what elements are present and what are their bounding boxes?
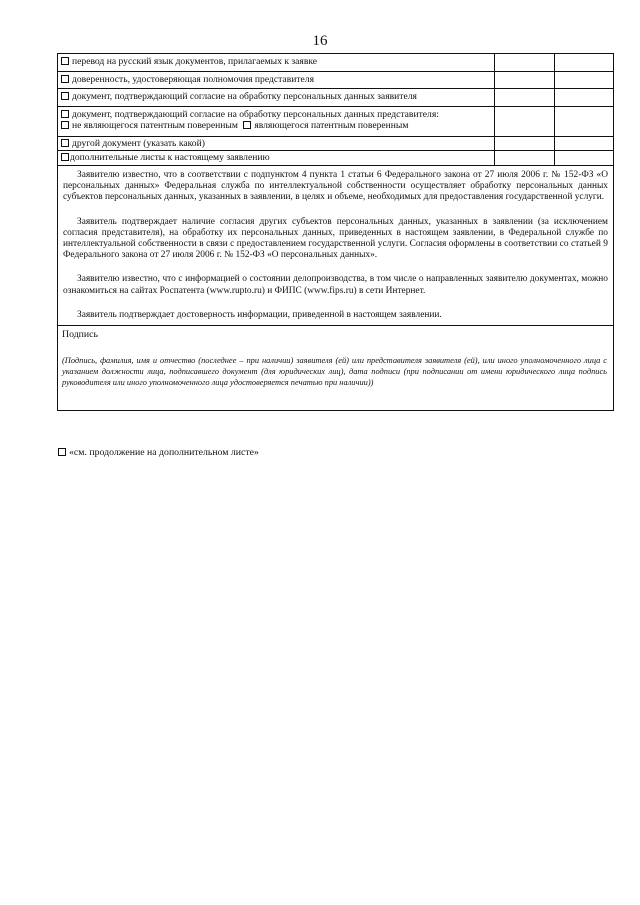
- count-cell-copies[interactable]: [495, 137, 555, 150]
- option-not-attorney: не являющегося патентным поверенным: [72, 120, 238, 131]
- checkbox-not-attorney[interactable]: [61, 121, 69, 129]
- checkbox[interactable]: [61, 92, 69, 100]
- count-cell-sheets[interactable]: [555, 107, 613, 136]
- form-row: [58, 107, 613, 137]
- row-label: доверенность, удостоверяющая полномочия представителя: [72, 74, 315, 85]
- row-label-cell: [58, 107, 495, 136]
- row-label: перевод на русский язык документов, прилагаемых к заявке: [72, 56, 318, 67]
- checkbox[interactable]: [61, 139, 69, 147]
- form-row: [58, 54, 613, 72]
- row-label-cell: [58, 89, 495, 106]
- paragraph-accuracy-confirmation: Заявитель подтверждает достоверность информации, приведенной в настоящем заявлении.: [77, 309, 442, 320]
- continuation-line: [58, 447, 259, 458]
- count-cell-copies[interactable]: [495, 72, 555, 88]
- signature-note: (Подпись, фамилия, имя и отчество (последнее – при наличии) заявителя (ей) или представителя заявителя (ей), или иного уполномоченного лица с указанием должности лица, подписавшего документ (для юридических лиц), дата подписи (при подписании от имени юридического лица подпись руководителя или иного уполномоченного лица удостоверяется печатью при наличии)): [62, 356, 607, 388]
- count-cell-sheets[interactable]: [555, 54, 613, 71]
- row-label: другой документ (указать какой): [72, 138, 205, 149]
- row-label-cell: [58, 54, 495, 71]
- count-cell-sheets[interactable]: [555, 72, 613, 88]
- row-label: дополнительные листы к настоящему заявлению: [70, 152, 270, 163]
- checkbox[interactable]: [61, 75, 69, 83]
- form-row: [58, 137, 613, 151]
- checkbox[interactable]: [61, 57, 69, 65]
- count-cell-copies[interactable]: [495, 107, 555, 136]
- row-label-cell: [58, 151, 495, 165]
- count-cell-copies[interactable]: [495, 54, 555, 71]
- signature-label: Подпись: [62, 329, 98, 341]
- row-label: документ, подтверждающий согласие на обработку персональных данных представителя:: [72, 109, 439, 120]
- checkbox[interactable]: [61, 153, 69, 161]
- count-cell-copies[interactable]: [495, 89, 555, 106]
- paragraph-processing-notice: Заявителю известно, что в соответствии с подпунктом 4 пункта 1 статьи 6 Федерального закона от 27 июля 2006 г. № 152-ФЗ «О персональных данных» Федеральная служба по интеллектуальной собственности осуществляет обработку персональных данных субъектов персональных данных, указанных в заявлении, в целях и объеме, необходимых для предоставления государственной услуги.: [63, 170, 608, 203]
- checkbox-attorney[interactable]: [243, 121, 251, 129]
- count-cell-copies[interactable]: [495, 151, 555, 165]
- paragraph-consent-confirmation: Заявитель подтверждает наличие согласия других субъектов персональных данных, указанных в заявлении (за исключением согласия представителя), на обработку их персональных данных, приведенных в настоящем заявлении, в Федеральной службе по интеллектуальной собственности в связи с предоставлением государственной услуги. Согласия оформлены в соответствии со статьей 9 Федерального закона от 27 июля 2006 г. № 152-ФЗ «О персональных данных».: [63, 216, 608, 261]
- option-attorney: являющегося патентным поверенным: [254, 120, 409, 131]
- paragraph-status-info: Заявителю известно, что с информацией о состоянии делопроизводства, в том числе о направленных заявителю документах, можно ознакомиться на сайтах Роспатента (www.rupto.ru) и ФИПС (www.fips.ru) в сети Интернет.: [63, 274, 608, 296]
- form-row: [58, 72, 613, 89]
- form-row: [58, 151, 613, 166]
- row-label-cell: [58, 72, 495, 88]
- checkbox[interactable]: [61, 110, 69, 118]
- count-cell-sheets[interactable]: [555, 137, 613, 150]
- page-number: 16: [312, 33, 328, 49]
- signature-area[interactable]: [58, 326, 613, 410]
- count-cell-sheets[interactable]: [555, 151, 613, 165]
- count-cell-sheets[interactable]: [555, 89, 613, 106]
- attachments-form: [57, 53, 614, 411]
- continuation-label: «см. продолжение на дополнительном листе»: [69, 447, 259, 458]
- row-label: документ, подтверждающий согласие на обработку персональных данных заявителя: [72, 91, 417, 102]
- consent-text-block: [58, 166, 613, 326]
- form-row: [58, 89, 613, 107]
- row-label-cell: [58, 137, 495, 150]
- continuation-checkbox[interactable]: [58, 448, 66, 456]
